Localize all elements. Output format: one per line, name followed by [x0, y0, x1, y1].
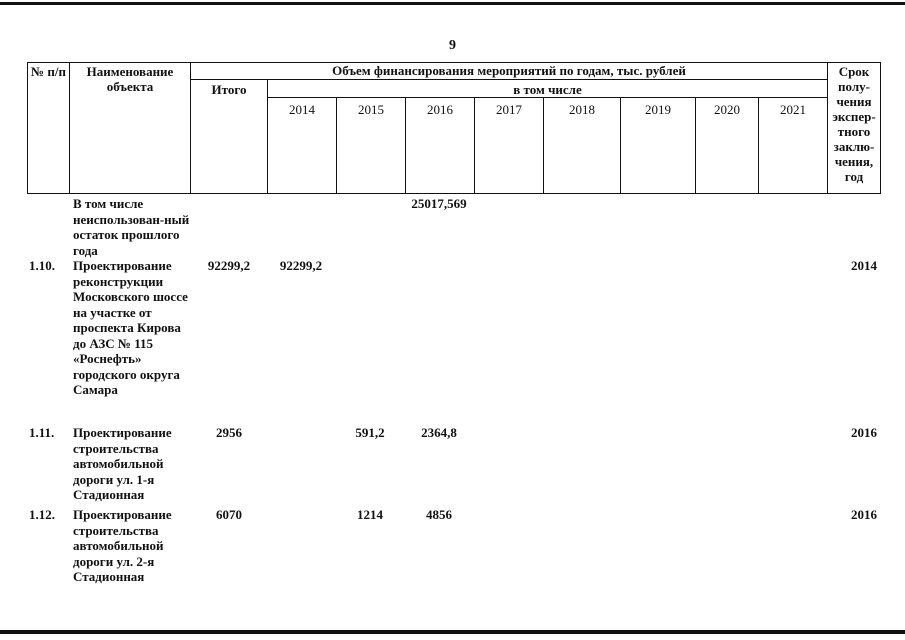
row-value-2015: 591,2	[355, 425, 385, 440]
row-name: Проектирование реконструкции Московского шоссе на участке от проспекта Кирова до АЗС № 115 «Роснефть» городского округа Самара	[73, 258, 188, 397]
row-value-2014: 92299,2	[279, 258, 323, 273]
bottom-rule	[0, 630, 905, 634]
header-year: 2017	[475, 98, 544, 194]
table-header	[27, 62, 881, 194]
row-name: Проектирование строительства автомобильной дороги ул. 1-я Стадионная	[73, 425, 172, 502]
row-term: 2014	[851, 258, 877, 273]
header-year: 2018	[544, 98, 621, 194]
row-value-2016: 4856	[426, 507, 452, 522]
table-row	[27, 196, 880, 258]
header-year: 2014	[268, 98, 337, 194]
row-number: 1.10.	[29, 258, 55, 273]
row-value-2016: 25017,569	[411, 196, 467, 211]
row-total: 6070	[216, 507, 242, 522]
row-total: 92299,2	[207, 258, 251, 273]
table-row	[27, 425, 880, 507]
header-year: 2021	[759, 98, 828, 194]
header-total: Итого	[191, 80, 268, 194]
row-number: 1.11.	[29, 425, 55, 440]
header-year: 2016	[406, 98, 475, 194]
header-year: 2015	[337, 98, 406, 194]
row-value-2016: 2364,8	[421, 425, 457, 440]
header-including: в том числе	[268, 80, 828, 98]
row-name: В том числе неиспользован-ный остаток прошлого года	[73, 196, 190, 258]
table-row	[27, 507, 880, 589]
row-name: Проектирование строительства автомобильной дороги ул. 2-я Стадионная	[73, 507, 172, 584]
header-term: Срок полу-чения экспер-тного заклю-чения, год	[828, 63, 881, 194]
header-funding: Объем финансирования мероприятий по годам, тыс. рублей	[191, 63, 828, 80]
table-body	[27, 196, 880, 589]
top-rule	[0, 2, 905, 5]
row-term: 2016	[851, 507, 877, 522]
header-num: № п/п	[28, 63, 70, 194]
header-name: Наименование объекта	[70, 63, 191, 194]
table-row	[27, 258, 880, 425]
row-total: 2956	[216, 425, 242, 440]
header-year: 2020	[696, 98, 759, 194]
row-value-2015: 1214	[357, 507, 383, 522]
row-term: 2016	[851, 425, 877, 440]
row-number: 1.12.	[29, 507, 55, 522]
page-number: 9	[449, 38, 456, 53]
header-year: 2019	[621, 98, 696, 194]
